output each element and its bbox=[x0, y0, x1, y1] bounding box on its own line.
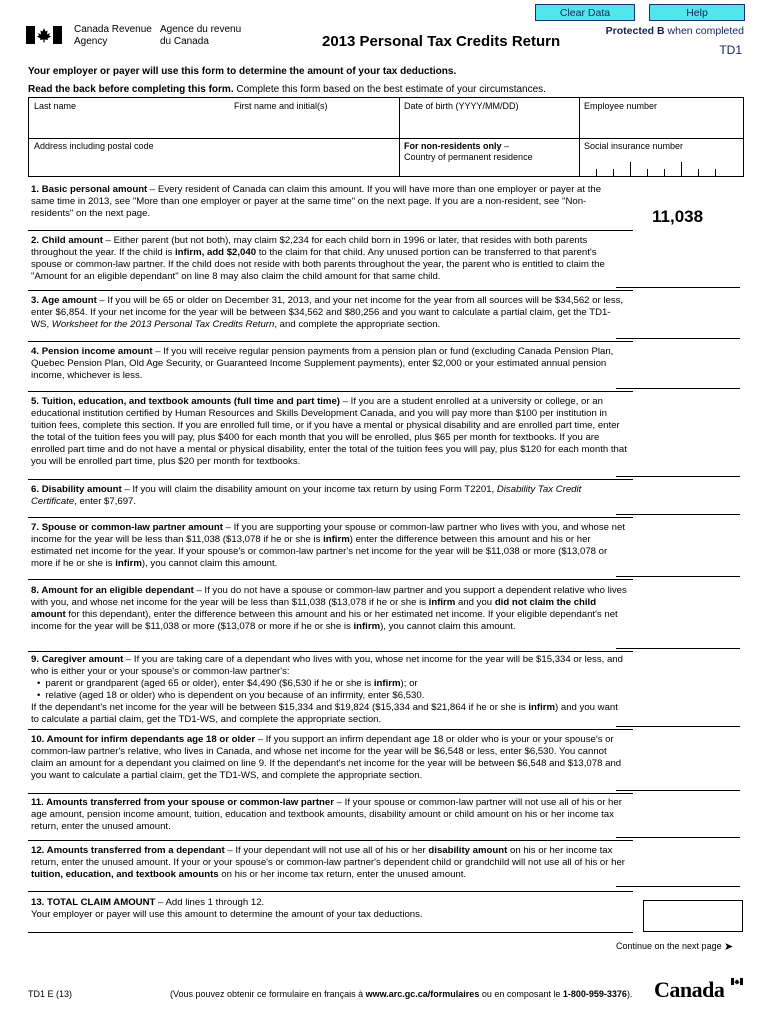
line-11-text: 11. Amounts transferred from your spouse or common-law partner – If your spouse or common-law partner will not use all of his or her age amount, pension income amount, tuition, education and textbook amounts, disability amount or child amount on his or her income tax return, enter the unused amount. bbox=[31, 797, 622, 832]
intro-line-2 bbox=[28, 84, 546, 95]
canada-flag-icon bbox=[26, 26, 62, 44]
non-resident-label: For non-residents only bbox=[404, 141, 502, 151]
line-11-amount-field[interactable] bbox=[616, 837, 740, 838]
line-4-text: 4. Pension income amount – If you will receive regular pension payments from a pension plan or fund (excluding Canada Pension Plan, Quebec Pension Plan, Old Age Security, or Guaranteed Income Supplement payments), enter $2,000 or your estimated annual pension income, whichever is less. bbox=[31, 346, 614, 381]
protected-rest: when completed bbox=[664, 25, 744, 37]
employee-number-field[interactable] bbox=[579, 98, 743, 138]
agency-name-en bbox=[74, 24, 152, 47]
help-button[interactable]: Help bbox=[649, 4, 745, 21]
line-3-amount-field[interactable] bbox=[616, 338, 740, 339]
french-form-note: (Vous pouvez obtenir ce formulaire en français à www.arc.gc.ca/formulaires ou en composant le 1-800-959-3376). bbox=[170, 989, 633, 999]
employee-number-label: Employee number bbox=[584, 101, 658, 111]
agency-fr-line1: Agence du revenu bbox=[160, 24, 242, 35]
first-name-field[interactable] bbox=[229, 98, 399, 138]
line-12-text: 12. Amounts transferred from a dependant – If your dependant will not use all of his or her disability amount on his or her income tax return, enter the unused amount. If your or your spouse's or common-law partner's dependent child or grandchild will not use all of his or her tuition, education, and textbook amounts on his or her income tax return, enter the unused amount. bbox=[31, 845, 625, 880]
line-6-text: 6. Disability amount – If you will claim the disability amount on your income tax return by using Form T2201, Disability Tax Credit Certificate, enter $7,697. bbox=[31, 484, 582, 507]
line-4-amount-field[interactable] bbox=[616, 388, 740, 389]
line-9-text: 9. Caregiver amount – If you are taking care of a dependant who lives with you, whose net income for the year will be $15,334 or less, and who is either your or your spouse's or common-law partner's: • parent or grandparent (aged 65 or older), enter $4,490 ($6,530 if he or she is infirm); or • relative (aged 18 or older) who is dependent on you because of an infirmity, enter $6,530. If the dependant's net income for the year will be between $15,334 and $19,824 ($15,334 and $21,864 if he or she is infirm) and you want to calculate a partial claim, get the TD1-WS, and complete the appropriate section. bbox=[31, 654, 627, 725]
arrow-right-icon: ➤ bbox=[724, 941, 734, 953]
line-9-bullet-2: • relative (aged 18 or older) who is dependent on you because of an infirmity, enter $6,530. bbox=[37, 690, 627, 702]
date-of-birth-label: Date of birth (YYYY/MM/DD) bbox=[404, 101, 519, 111]
sin-label: Social insurance number bbox=[584, 141, 684, 151]
line-13-text: 13. TOTAL CLAIM AMOUNT – Add lines 1 through 12. Your employer or payer will use this amount to determine the amount of your tax deductions. bbox=[31, 897, 423, 920]
line-2-amount-field[interactable] bbox=[616, 287, 740, 288]
intro-line-1: Your employer or payer will use this form to determine the amount of your tax deductions. bbox=[28, 66, 457, 77]
line-3-text: 3. Age amount – If you will be 65 or older on December 31, 2013, and your net income for the year from all sources will be $34,562 or less, enter $6,854. If your net income for the year will be between $34,562 and $80,256 and you want to calculate a partial claim, get the TD1-WS, Worksheet for the 2013 Personal Tax Credits Return, and complete the appropriate section. bbox=[31, 295, 624, 330]
non-resident-dash: – bbox=[501, 141, 510, 151]
agency-en-line2: Agency bbox=[74, 35, 108, 47]
agency-fr-line2: du Canada bbox=[160, 35, 209, 47]
agency-name-fr bbox=[160, 24, 241, 47]
protected-label bbox=[606, 25, 744, 37]
line-7-text: 7. Spouse or common-law partner amount – If you are supporting your spouse or common-law partner who lives with you, and whose net income for the year will be less than $11,038 ($13,078 if he or she is infirm) enter the difference between this amount and his or her estimated net income for the year. If your spouse's or common-law partner's net income for the year will be $11,038 or more ($13,078 or more if he or she is infirm), you cannot claim this amount. bbox=[31, 522, 626, 569]
line-9-amount-field[interactable] bbox=[616, 726, 740, 727]
canada-wordmark: Canada bbox=[654, 977, 725, 1002]
clear-data-button[interactable]: Clear Data bbox=[535, 4, 635, 21]
form-title: 2013 Personal Tax Credits Return bbox=[322, 33, 561, 50]
date-of-birth-field[interactable] bbox=[399, 98, 579, 138]
line-8-text: 8. Amount for an eligible dependant – If you do not have a spouse or common-law partner and you support a dependent relative who lives with you, and whose net income for the year will be less than $11,038 ($13,078 if he or she is infirm and you did not claim the child amount for this dependant), enter the difference between this amount and his or her estimated net income. If your eligible dependant's net income for the year will be $11,038 or more ($13,078 or more if he or she is infirm), you cannot claim this amount. bbox=[31, 585, 627, 632]
line-10-amount-field[interactable] bbox=[616, 790, 740, 791]
line-5-text: 5. Tuition, education, and textbook amounts (full time and part time) – If you are a student enrolled at a university or college, or an educational institution certified by Human Resources and Skills Development Canada, and you will pay more than $100 per institution in tuition fees, complete this section. If you are enrolled full time, or if you have a mental or physical disability and are enrolled part time, enter the total of the tuition fees you will pay, plus $400 for each month that you will be enrolled, plus $65 per month for textbooks. If you are enrolled part time and do not have a mental or physical disability, enter the total of the tuition fees you will pay, plus $120 for each month that you will be enrolled part time, plus $20 per month for textbooks. bbox=[31, 396, 627, 467]
sin-field[interactable] bbox=[579, 138, 743, 176]
address-label: Address including postal code bbox=[34, 141, 154, 151]
continue-next-page: Continue on the next page bbox=[616, 941, 722, 951]
country-residence-field[interactable] bbox=[399, 138, 579, 176]
intro-line-2-bold: Read the back before completing this form. bbox=[28, 84, 234, 95]
form-version-code: TD1 E (13) bbox=[28, 989, 73, 999]
line-2-text: 2. Child amount – Either parent (but not both), may claim $2,234 for each child born in 1996 or later, that resides with both parents throughout the year. If the child is infirm, add $2,040 to the claim for that child. Any unused portion can be transferred to that parent's spouse or common-law partner. If the child does not reside with both parents throughout the year, the parent who is entitled to claim the "Amount for an eligible dependant" on line 8 may also claim the child amount for that same child. bbox=[31, 235, 605, 282]
line-10-text: 10. Amount for infirm dependants age 18 or older – If you support an infirm dependant age 18 or older who is your or your spouse's or common-law partner's relative, who lives in Canada, and whose net income for the year will be $6,548 or less, enter $6,530. You cannot claim an amount for a dependant you claimed on line 9. If the dependant's net income for the year will be between $6,548 and $13,078 and you want to calculate a partial claim, get the TD1-WS, and complete the appropriate section. bbox=[31, 734, 622, 781]
line-12-amount-field[interactable] bbox=[616, 886, 740, 887]
form-code: TD1 bbox=[719, 43, 742, 57]
line-9-bullet-1: • parent or grandparent (aged 65 or older), enter $4,490 ($6,530 if he or she is infirm); or bbox=[37, 678, 627, 690]
last-name-label: Last name bbox=[34, 101, 77, 111]
line-5-amount-field[interactable] bbox=[616, 476, 740, 477]
address-field[interactable] bbox=[29, 138, 399, 176]
line-6-amount-field[interactable] bbox=[616, 514, 740, 515]
country-residence-label: Country of permanent residence bbox=[404, 151, 533, 162]
agency-en-line1: Canada Revenue bbox=[74, 24, 152, 35]
wordmark-flag-icon bbox=[731, 978, 743, 985]
intro-line-2-rest: Complete this form based on the best estimate of your circumstances. bbox=[233, 84, 546, 95]
line-8-amount-field[interactable] bbox=[616, 648, 740, 649]
identification-grid bbox=[28, 97, 744, 177]
first-name-label: First name and initial(s) bbox=[234, 101, 328, 111]
line-7-amount-field[interactable] bbox=[616, 576, 740, 577]
last-name-field[interactable] bbox=[29, 98, 229, 138]
line-1-amount: 11,038 bbox=[652, 207, 704, 226]
total-claim-amount-field[interactable] bbox=[643, 900, 743, 932]
line-1-text: 1. Basic personal amount – Every resident of Canada can claim this amount. If you will have more than one employer or payer at the same time in 2013, see "More than one employer or payer at the same time" on the next page. If you are a non-resident, see "Non-residents" on the next page. bbox=[31, 184, 602, 219]
protected-bold: Protected B bbox=[605, 25, 665, 37]
